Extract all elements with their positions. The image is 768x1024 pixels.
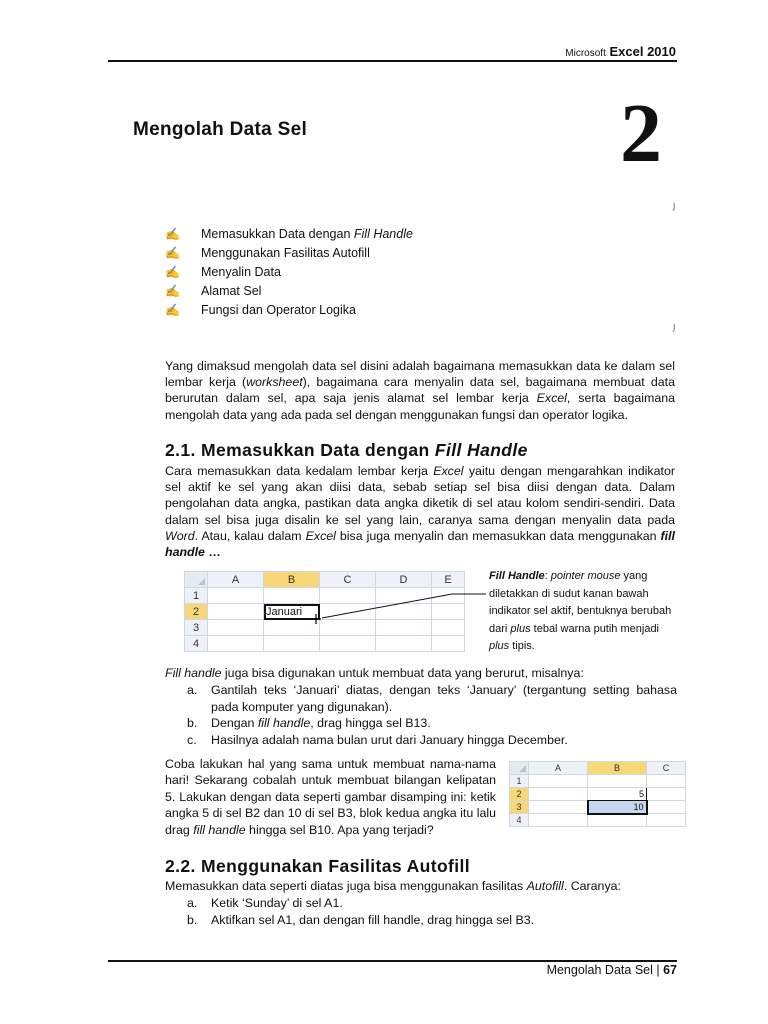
callout-line bbox=[300, 588, 490, 628]
fill-handle-plus-icon bbox=[311, 614, 321, 624]
chapter-title: Mengolah Data Sel bbox=[133, 119, 308, 140]
active-cell-b2: Januari bbox=[264, 604, 320, 620]
pen-icon: ✍ bbox=[165, 303, 180, 317]
pen-icon: ✍ bbox=[165, 227, 180, 241]
cell bbox=[529, 788, 588, 801]
topic-text: Fungsi dan Operator Logika bbox=[201, 303, 356, 317]
running-header bbox=[565, 44, 676, 59]
row-header: 4 bbox=[185, 636, 208, 652]
row-header: 4 bbox=[510, 814, 529, 827]
header-rule bbox=[108, 60, 677, 62]
select-all-corner bbox=[510, 762, 529, 775]
row-header: 1 bbox=[510, 775, 529, 788]
section-heading-2-2: 2.2. Menggunakan Fasilitas Autofill bbox=[165, 856, 471, 876]
cell bbox=[647, 814, 686, 827]
cell bbox=[376, 636, 432, 652]
footer-title: Mengolah Data Sel bbox=[546, 963, 653, 977]
topic-text: Alamat Sel bbox=[201, 284, 262, 298]
cell bbox=[264, 636, 320, 652]
list-item: c. Hasilnya adalah nama bulan urut dari January hingga December. bbox=[187, 733, 568, 748]
spreadsheet-figure-multiples bbox=[509, 761, 686, 827]
list-item: a. Gantilah teks ‘Januari’ diatas, dengan teks ‘January’ (tergantung setting bahasa pada komputer yang digunakan). bbox=[187, 682, 677, 714]
topic-item bbox=[165, 263, 413, 282]
cell-b3: 10 bbox=[588, 801, 647, 814]
cell bbox=[208, 636, 264, 652]
cell bbox=[647, 788, 686, 801]
column-header: E bbox=[432, 572, 465, 588]
cell bbox=[647, 801, 686, 814]
cell bbox=[208, 620, 264, 636]
topic-text: Menggunakan Fasilitas Autofill bbox=[201, 246, 370, 260]
column-header: C bbox=[320, 572, 376, 588]
header-product: Excel 2010 bbox=[609, 44, 676, 59]
pen-icon: ✍ bbox=[165, 284, 180, 298]
cell bbox=[588, 775, 647, 788]
header-brand: Microsoft bbox=[565, 48, 606, 59]
column-header: D bbox=[376, 572, 432, 588]
cell bbox=[208, 588, 264, 604]
intro-paragraph: Yang dimaksud mengolah data sel disini adalah bagaimana memasukkan data ke dalam sel lembar kerja (worksheet), bagaimana cara menyalin data sel, bagaimana membuat data berurutan dalam sel, apa saja jenis alamat sel lembar kerja Excel, serta bagaimana mengolah data yang ada pada sel dengan menggunakan fungsi dan operator logika. bbox=[165, 359, 675, 422]
fill-handle-steps bbox=[165, 665, 677, 749]
topic-item bbox=[165, 244, 413, 263]
column-header: B bbox=[264, 572, 320, 588]
column-header: C bbox=[647, 762, 686, 775]
column-header: A bbox=[208, 572, 264, 588]
list-item: a. Ketik ‘Sunday’ di sel A1. bbox=[187, 895, 343, 910]
exercise-paragraph: Coba lakukan hal yang sama untuk membuat nama-nama hari! Sekarang cobalah untuk membuat bilangan kelipatan 5. Lakukan dengan data seperti gambar disamping ini: ketik angka 5 di sel B2 dan 10 di sel B3, blok kedua angka itu lalu drag fill handle hingga sel B10. Apa yang terjadi? bbox=[165, 757, 496, 837]
cell bbox=[529, 801, 588, 814]
chapter-mark-bottom: J bbox=[673, 323, 676, 332]
cell bbox=[529, 775, 588, 788]
chapter-mark-top: J bbox=[673, 202, 676, 211]
row-header: 3 bbox=[185, 620, 208, 636]
cell bbox=[320, 636, 376, 652]
row-header: 2 bbox=[510, 788, 529, 801]
row-header: 1 bbox=[185, 588, 208, 604]
list-item: b. Aktifkan sel A1, dan dengan fill handle, drag hingga sel B3. bbox=[187, 912, 535, 927]
column-header: A bbox=[529, 762, 588, 775]
pen-icon: ✍ bbox=[165, 265, 180, 279]
select-all-corner bbox=[185, 572, 208, 588]
row-header: 2 bbox=[185, 604, 208, 620]
topic-text: Memasukkan Data dengan bbox=[201, 227, 354, 241]
topic-item bbox=[165, 301, 413, 320]
topic-item bbox=[165, 225, 413, 244]
cell bbox=[432, 636, 465, 652]
topic-text: Menyalin Data bbox=[201, 265, 281, 279]
footer-rule bbox=[108, 960, 677, 962]
row-header: 3 bbox=[510, 801, 529, 814]
cell bbox=[208, 604, 264, 620]
topic-item bbox=[165, 282, 413, 301]
chapter-number: 2 bbox=[620, 87, 662, 180]
page-number: 67 bbox=[663, 963, 677, 977]
section-heading-2-1: 2.1. Memasukkan Data dengan Fill Handle bbox=[165, 440, 528, 460]
cell bbox=[588, 814, 647, 827]
pen-icon: ✍ bbox=[165, 246, 180, 260]
steps-lead: Fill handle juga bisa digunakan untuk membuat data yang berurut, misalnya: bbox=[165, 666, 584, 680]
cell bbox=[529, 814, 588, 827]
section-2-1-paragraph: Cara memasukkan data kedalam lembar kerja Excel yaitu dengan mengarahkan indikator sel aktif ke sel yang akan diisi data, sebab setiap sel bisa diisi dengan data. Dalam pengolahan data angka, pastikan data angka diketik di sel atau kolom sendiri-sendiri. Data dalam sel bisa juga disalin ke sel yang lain, caranya sama dengan menyalin data pada Word. Atau, kalau dalam Excel bisa juga menyalin dan memasukkan data menggunakan fill handle … bbox=[165, 464, 675, 560]
steps-lead: Memasukkan data seperti diatas juga bisa menggunakan fasilitas Autofill. Caranya: bbox=[165, 879, 621, 893]
fill-handle-caption: Fill Handle: pointer mouse yang diletakkan di sudut kanan bawah indikator sel aktif, bentuknya berubah dari plus tebal warna putih menjadi plus tipis. bbox=[489, 570, 672, 653]
cell bbox=[647, 775, 686, 788]
list-item: b. Dengan fill handle, drag hingga sel B13. bbox=[187, 716, 431, 731]
column-header: B bbox=[588, 762, 647, 775]
autofill-steps bbox=[165, 878, 677, 928]
cell-b2: 5 bbox=[588, 788, 647, 801]
page-footer: Mengolah Data Sel | 67 bbox=[546, 963, 677, 977]
chapter-topics-list bbox=[165, 225, 413, 320]
topic-text-italic: Fill Handle bbox=[353, 227, 413, 241]
